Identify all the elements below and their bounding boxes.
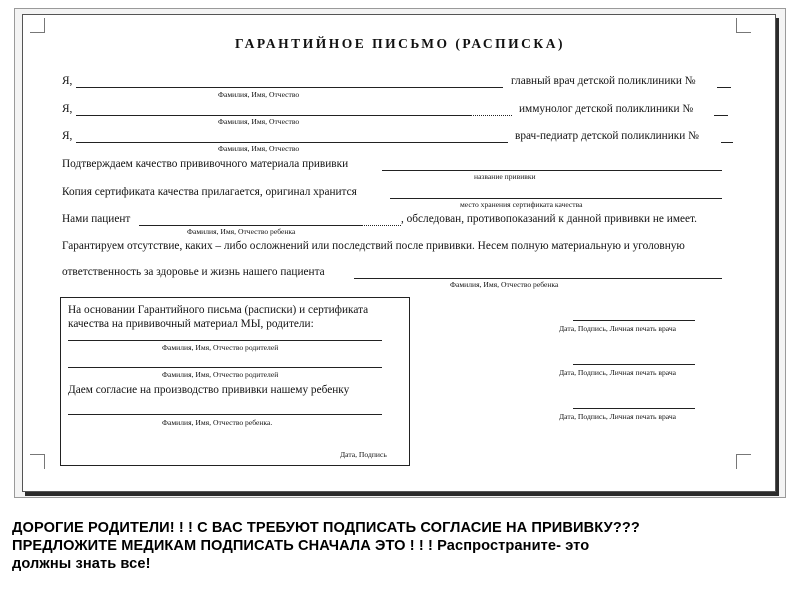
row2-name-dots <box>470 115 512 116</box>
crop-mark-top-right <box>736 18 751 33</box>
crop-mark-bottom-left <box>30 454 45 469</box>
certificate-sublabel: место хранения сертификата качества <box>460 200 583 209</box>
patient-line <box>139 225 361 226</box>
warning-caption <box>12 519 792 573</box>
doctor-signature-label-3: Дата, Подпись, Личная печать врача <box>559 412 677 421</box>
parents-box-line1: На основании Гарантийного письма (расписки) и сертификата <box>68 304 369 316</box>
row1-name-line <box>76 87 503 88</box>
doctor-signature-line-3 <box>573 408 695 409</box>
row3-sublabel: Фамилия, Имя, Отчество <box>218 144 300 153</box>
doctor-signature-label-2: Дата, Подпись, Личная печать врача <box>559 368 677 377</box>
certificate-text: Копия сертификата качества прилагается, оригинал хранится <box>62 186 357 198</box>
parents-consent-text: Даем согласие на производство прививки нашему ребенку <box>68 384 350 396</box>
crop-mark-bottom-right <box>736 454 751 469</box>
document-title: ГАРАНТИЙНОЕ ПИСЬМО (РАСПИСКА) <box>235 36 565 51</box>
row1-role: главный врач детской поликлиники № <box>511 75 696 87</box>
child-line <box>68 414 382 415</box>
patient-sublabel: Фамилия, Имя, Отчество ребенка <box>187 227 296 236</box>
row2-sublabel: Фамилия, Имя, Отчество <box>218 117 300 126</box>
guarantee-text-2: ответственность за здоровье и жизнь нашего пациента <box>62 266 325 278</box>
caption-line-3: должны знать все! <box>12 556 151 572</box>
caption-line-2: ПРЕДЛОЖИТЕ МЕДИКАМ ПОДПИСАТЬ СНАЧАЛА ЭТО ! ! ! Распространите- это <box>12 538 590 554</box>
row2-role: иммунолог детской поликлиники № <box>519 103 694 115</box>
crop-mark-top-left <box>30 18 45 33</box>
guarantee-text-1: Гарантируем отсутствие, каких – либо осложнений или последствий после прививки. Несем полную материальную и уголовную <box>62 240 685 252</box>
parent2-line <box>68 367 382 368</box>
child-sublabel: Фамилия, Имя, Отчество ребенка. <box>162 418 273 427</box>
row1-number-line <box>717 87 731 88</box>
parent2-sublabel: Фамилия, Имя, Отчество родителей <box>162 370 279 379</box>
patient-suffix: , обследован, противопоказаний к данной прививки не имеет. <box>401 213 697 225</box>
parents-signature-label: Дата, Подпись <box>340 450 387 459</box>
quality-sublabel: название прививки <box>474 172 536 181</box>
doctor-signature-line-2 <box>573 364 695 365</box>
quality-line <box>382 170 722 171</box>
row2-prefix: Я, <box>62 103 73 115</box>
doctor-signature-label-1: Дата, Подпись, Личная печать врача <box>559 324 677 333</box>
patient-prefix: Нами пациент <box>62 213 131 225</box>
row3-role: врач-педиатр детской поликлиники № <box>515 130 699 142</box>
row2-number-line <box>714 115 728 116</box>
quality-text: Подтверждаем качество прививочного материала прививки <box>62 158 349 170</box>
row3-name-line <box>76 142 508 143</box>
guarantee-sublabel: Фамилия, Имя, Отчество ребенка <box>450 280 559 289</box>
parent1-sublabel: Фамилия, Имя, Отчество родителей <box>162 343 279 352</box>
patient-dots <box>361 225 401 226</box>
parents-box-line2: качества на прививочный материал МЫ, родители: <box>68 318 314 330</box>
guarantee-line <box>354 278 722 279</box>
parent1-line <box>68 340 382 341</box>
certificate-line <box>390 198 722 199</box>
row3-number-line <box>721 142 733 143</box>
row1-sublabel: Фамилия, Имя, Отчество <box>218 90 300 99</box>
row2-name-line <box>76 115 470 116</box>
caption-line-1: ДОРОГИЕ РОДИТЕЛИ! ! ! С ВАС ТРЕБУЮТ ПОДПИСАТЬ СОГЛАСИЕ НА ПРИВИВКУ??? <box>12 520 640 536</box>
row3-prefix: Я, <box>62 130 73 142</box>
doctor-signature-line-1 <box>573 320 695 321</box>
row1-prefix: Я, <box>62 75 73 87</box>
